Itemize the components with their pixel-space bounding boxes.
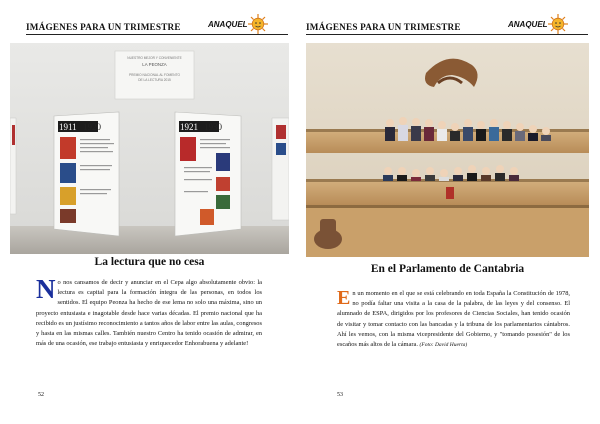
article-body	[36, 274, 262, 349]
right-page	[300, 0, 600, 424]
drop-cap: N	[36, 274, 56, 304]
photo-credit: (Foto: David Huerta)	[419, 342, 468, 349]
logo-text: ANAQUEL	[208, 19, 248, 29]
article-text: o nos cansamos de decir y anunciar en el Cepa algo absolutamente obvio: la lectura es capital para la formación íntegra de las personas, en todos los sentidos. El equipo Peonza ha hecho de ese lema no solo una máxima, sino un proyecto entusiasta e inagotable desde hace varias décadas. El premio nacional que ha recibido es un justísimo reconocimiento a tantos años de labor entre las aulas, congresos y hasta en las mismas calles. También nuestro Centro ha tenido ocasión de admirar, en más de una ocasión, ese trabajo entusiasta y enriquecedor Enhorabuena y adelante!	[36, 279, 262, 348]
sign-line3: PREMIO NACIONAL AL FOMENTO	[129, 73, 180, 77]
page-number: 52	[38, 392, 44, 398]
header-rule	[26, 34, 288, 35]
panel1-year-b: 1920	[83, 122, 101, 132]
sun-face-icon	[548, 14, 568, 34]
panel1-year-a: 1911	[59, 122, 77, 132]
sign-line2: LA PEONZA	[142, 62, 167, 67]
sign-line1: NUESTRO MEJOR Y CONVENIENTE	[127, 56, 182, 60]
header-rule	[306, 34, 588, 35]
exhibition-photo	[10, 43, 289, 254]
page-header: IMÁGENES PARA UN TRIMESTRE	[26, 22, 181, 32]
anaquel-logo	[208, 14, 268, 34]
sun-face-icon	[248, 14, 268, 34]
article-title: En el Parlamento de Cantabria	[370, 263, 525, 275]
article-title: La lectura que no cesa	[94, 256, 205, 268]
sign-line4: DE LA LECTURA 2015	[138, 78, 171, 82]
page-number: 53	[337, 392, 343, 398]
panel2-year-a: 1921	[180, 122, 198, 132]
exhibit-panel-1	[54, 112, 119, 236]
article-body	[337, 289, 570, 350]
anaquel-logo	[508, 14, 568, 34]
drop-cap: E	[337, 287, 351, 309]
parliament-photo	[306, 43, 589, 257]
panel2-year-b: 1930	[204, 122, 222, 132]
exhibit-panel-2	[175, 112, 241, 236]
page-header: IMÁGENES PARA UN TRIMESTRE	[306, 22, 461, 32]
logo-text: ANAQUEL	[508, 19, 548, 29]
article-text: n un momento en el que se está celebrando en toda España la Constitución de 1978, no podía faltar una visita a la casa de la palabra, de las leyes y del consenso. El alumnado de ESPA, dirigidos por los profesores de Ciencias Sociales, han tenido ocasión de visitar y tomar contacto con las bancadas y la tribuna de los parlamentarios cántabros. Ahí les vemos, con la misma vicepresidente del Gobierno, y "tomando posesión" de los escaños más altos de la cámara.	[337, 290, 570, 349]
